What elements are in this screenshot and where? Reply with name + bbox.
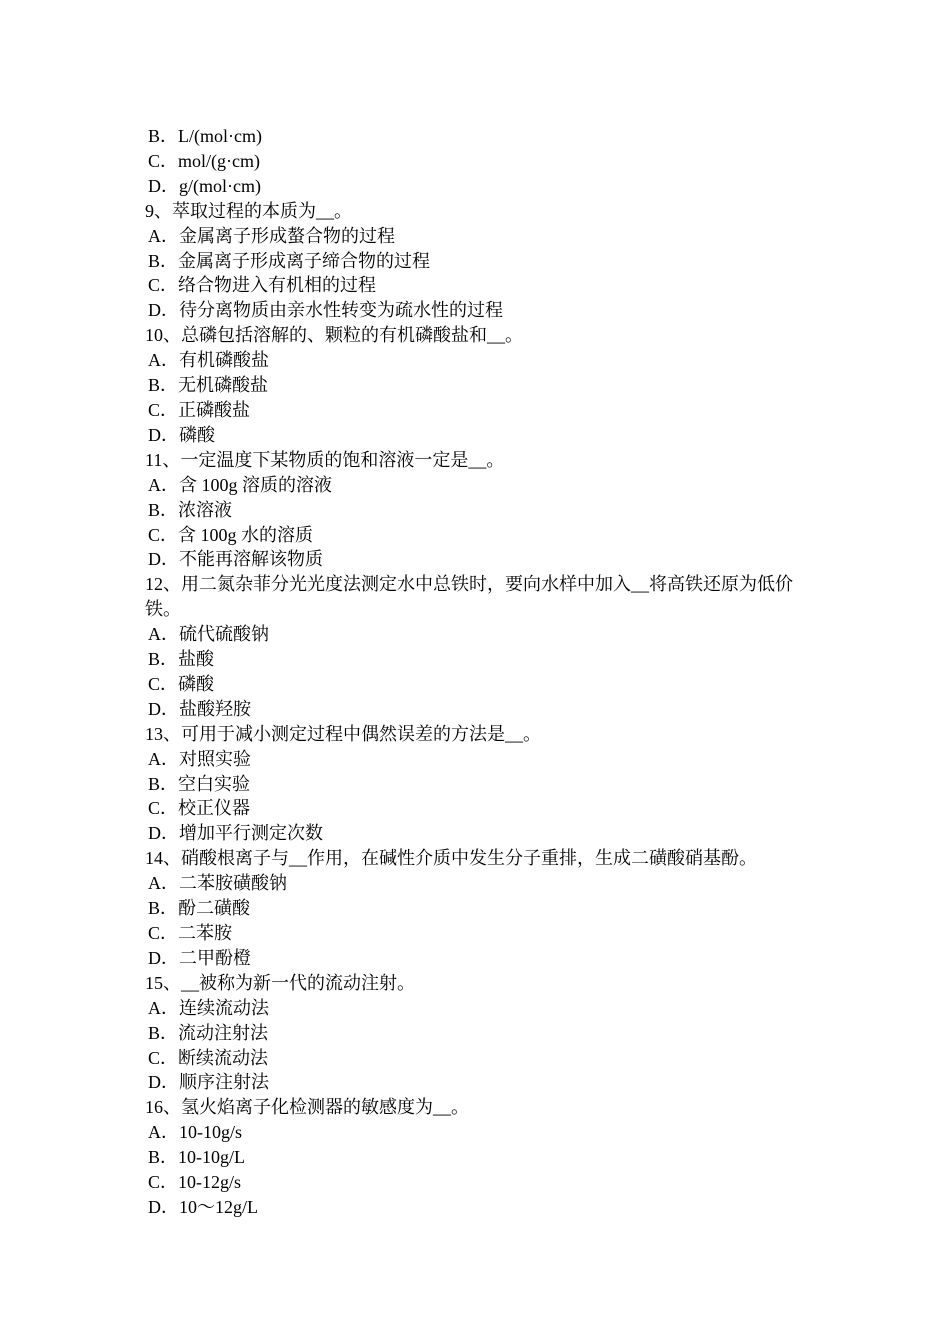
option-10-b: B．无机磷酸盐 <box>148 375 269 396</box>
option-15-b: B．流动注射法 <box>148 1022 269 1043</box>
option-12-c: C．磷酸 <box>148 673 215 694</box>
option-16-b: B．10-10g/L <box>148 1147 245 1168</box>
option-15-d: D．顺序注射法 <box>148 1072 269 1093</box>
option-8-c: C．mol/(g·cm) <box>148 150 260 171</box>
option-11-d: D．不能再溶解该物质 <box>148 549 323 570</box>
option-13-c: C．校正仪器 <box>148 798 251 819</box>
option-12-b: B．盐酸 <box>148 649 215 670</box>
option-9-c: C．络合物进入有机相的过程 <box>148 275 377 296</box>
option-12-a: A．硫代硫酸钠 <box>148 624 269 645</box>
option-10-c: C．正磷酸盐 <box>148 399 251 420</box>
option-9-d: D．待分离物质由亲水性转变为疏水性的过程 <box>148 300 503 321</box>
option-11-c: C．含 100g 水的溶质 <box>148 524 314 545</box>
option-14-c: C．二苯胺 <box>148 923 233 943</box>
option-11-b: B．浓溶液 <box>148 499 233 520</box>
question-14: 14、硝酸根离子与__作用，在碱性介质中发生分子重排，生成二磺酸硝基酚。 <box>145 848 757 869</box>
option-13-b: B．空白实验 <box>148 773 251 794</box>
question-10: 10、总磷包括溶解的、颗粒的有机磷酸盐和__。 <box>145 325 523 346</box>
option-14-b: B．酚二磺酸 <box>148 898 251 919</box>
option-16-c: C．10-12g/s <box>148 1172 242 1193</box>
option-16-a: A．10-10g/s <box>148 1122 242 1143</box>
page-content <box>145 124 815 1220</box>
option-13-d: D．增加平行测定次数 <box>148 823 323 844</box>
option-8-d: D．g/(mol·cm) <box>148 175 261 196</box>
option-16-d: D．10～12g/L <box>148 1196 258 1217</box>
option-9-b: B．金属离子形成离子缔合物的过程 <box>148 250 431 271</box>
question-13: 13、可用于减小测定过程中偶然误差的方法是__。 <box>145 723 541 744</box>
option-11-a: A．含 100g 溶质的溶液 <box>148 474 332 495</box>
question-9: 9、萃取过程的本质为__。 <box>145 200 352 221</box>
option-13-a: A．对照实验 <box>148 748 251 769</box>
option-9-a: A．金属离子形成螯合物的过程 <box>148 225 395 246</box>
option-10-a: A．有机磷酸盐 <box>148 350 269 371</box>
option-14-d: D．二甲酚橙 <box>148 947 251 968</box>
option-10-d: D．磷酸 <box>148 424 215 445</box>
option-15-c: C．断续流动法 <box>148 1047 269 1068</box>
question-16: 16、氢火焰离子化检测器的敏感度为__。 <box>145 1097 469 1118</box>
option-12-d: D．盐酸羟胺 <box>148 698 251 719</box>
question-11: 11、一定温度下某物质的饱和溶液一定是__。 <box>145 449 505 470</box>
option-14-a: A．二苯胺磺酸钠 <box>148 873 287 894</box>
option-8-b: B．L/(mol·cm) <box>148 126 262 146</box>
question-15: 15、__被称为新一代的流动注射。 <box>145 972 415 993</box>
option-15-a: A．连续流动法 <box>148 997 269 1018</box>
question-12: 12、用二氮杂菲分光光度法测定水中总铁时，要向水样中加入__将高铁还原为低价铁。 <box>145 574 793 620</box>
